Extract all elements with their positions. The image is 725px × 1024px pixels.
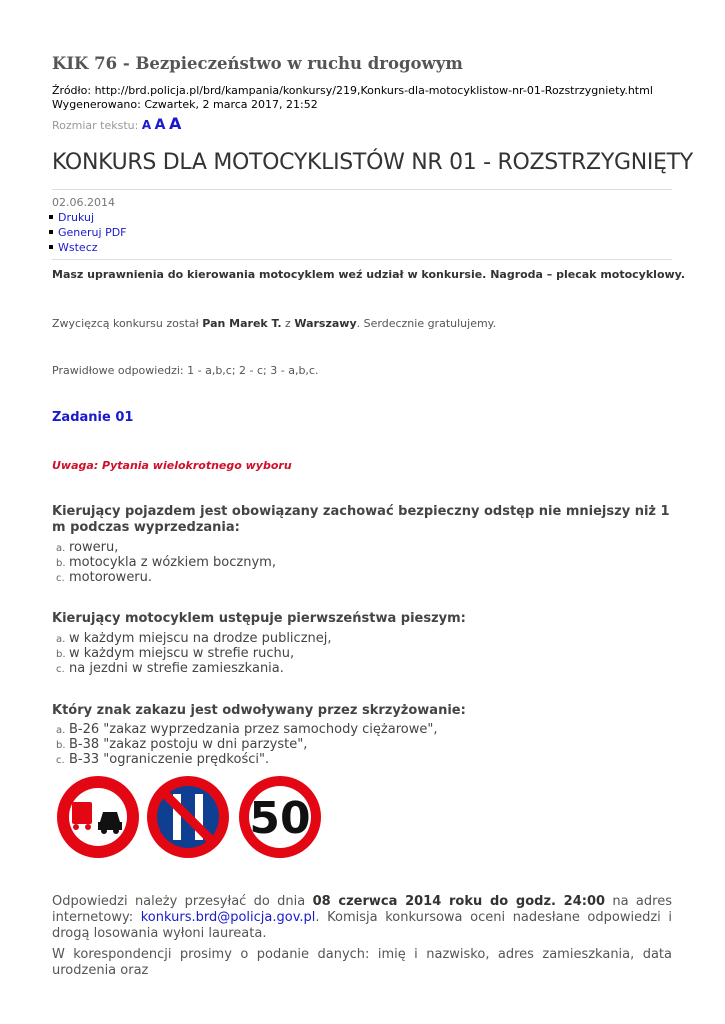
option-text: motoroweru. — [69, 570, 153, 585]
correspondence-paragraph: W korespondencji prosimy o podanie danych: imię i nazwisko, adres zamieszkania, data urodzenia oraz — [52, 947, 672, 978]
winner-city: Warszawy — [294, 317, 357, 330]
option-letter: a. — [56, 634, 66, 645]
text-size-label: Rozmiar tekstu: — [52, 119, 139, 132]
generate-pdf-link[interactable]: Generuj PDF — [58, 226, 127, 239]
option-letter: a. — [56, 725, 66, 736]
article-actions — [48, 210, 127, 255]
back-link[interactable]: Wstecz — [58, 241, 98, 254]
print-item — [48, 210, 127, 225]
option-text: w każdym miejscu w strefie ruchu, — [69, 646, 295, 661]
option-letter: c. — [56, 755, 65, 766]
winner-mid: z — [281, 317, 295, 330]
closing-post: . Komisja konkursowa oceni nadesłane odpowiedzi i drogą losowania wyłoni laureata. — [52, 910, 672, 941]
email-link[interactable]: konkurs.brd@policja.gov.pl — [140, 910, 316, 925]
divider — [52, 259, 672, 260]
back-item — [48, 240, 127, 255]
question-3-options — [56, 722, 437, 767]
option-text: motocykla z wózkiem bocznym, — [69, 555, 276, 570]
bullet-icon — [49, 215, 53, 219]
option — [56, 540, 276, 555]
speed-limit-value: 50 — [249, 793, 311, 844]
print-link[interactable]: Drukuj — [58, 211, 95, 224]
question-3: Który znak zakazu jest odwoływany przez skrzyżowanie: — [52, 703, 466, 718]
page-title: KONKURS DLA MOTOCYKLISTÓW NR 01 - ROZSTRZYGNIĘTY — [52, 150, 693, 175]
option — [56, 661, 332, 676]
text-size-small-button[interactable]: A — [141, 118, 152, 132]
question-2: Kierujący motocyklem ustępuje pierwszeństwa pieszym: — [52, 611, 466, 626]
option-text: roweru, — [69, 540, 119, 555]
option — [56, 752, 437, 767]
closing-mid: na adres internetowy: — [52, 894, 672, 925]
site-title: KIK 76 - Bezpieczeństwo w ruchu drogowym — [52, 54, 463, 73]
no-parking-even-days-sign-icon — [147, 776, 229, 858]
option-text: B-38 "zakaz postoju w dni parzyste", — [69, 737, 308, 752]
option-text: B-33 "ograniczenie prędkości". — [69, 752, 270, 767]
article-date: 02.06.2014 — [52, 196, 115, 209]
correct-answers: Prawidłowe odpowiedzi: 1 - a,b,c; 2 - c; 3 - a,b,c. — [52, 364, 319, 377]
option-letter: b. — [56, 740, 66, 751]
option — [56, 737, 437, 752]
warning-text: Uwaga: Pytania wielokrotnego wyboru — [52, 459, 292, 472]
option-text: w każdym miejscu na drodze publicznej, — [69, 631, 332, 646]
closing-pre: Odpowiedzi należy przesyłać do dnia — [52, 894, 313, 909]
option-letter: b. — [56, 558, 66, 569]
text-size-medium-button[interactable]: A — [154, 117, 166, 133]
option — [56, 722, 437, 737]
option-letter: a. — [56, 543, 66, 554]
option-text: na jezdni w strefie zamieszkania. — [69, 661, 284, 676]
text-size-controls — [52, 114, 181, 133]
text-size-large-button[interactable]: A — [169, 114, 182, 133]
option — [56, 646, 332, 661]
option-letter: c. — [56, 573, 65, 584]
divider — [52, 189, 672, 190]
winner-post: . Serdecznie gratulujemy. — [356, 317, 497, 330]
deadline: 08 czerwca 2014 roku do godz. 24:00 — [312, 894, 606, 909]
question-2-options — [56, 631, 332, 676]
task-heading: Zadanie 01 — [52, 410, 134, 425]
no-overtaking-trucks-sign-icon — [57, 776, 139, 858]
option-text: B-26 "zakaz wyprzedzania przez samochody ciężarowe", — [69, 722, 438, 737]
option — [56, 555, 276, 570]
option-letter: b. — [56, 649, 66, 660]
source-line: Źródło: http://brd.policja.pl/brd/kampania/konkursy/219,Konkurs-dla-motocyklistow-nr-01-Rozstrzygniety.html — [52, 84, 653, 97]
bullet-icon — [49, 245, 53, 249]
winner-name: Pan Marek T. — [202, 317, 282, 330]
traffic-signs-image — [52, 772, 332, 864]
generated-line: Wygenerowano: Czwartek, 2 marca 2017, 21:52 — [52, 98, 318, 111]
closing-paragraph — [52, 894, 672, 942]
option — [56, 570, 276, 585]
option — [56, 631, 332, 646]
winner-pre: Zwycięzcą konkursu został — [52, 317, 203, 330]
lead-text: Masz uprawnienia do kierowania motocyklem weź udział w konkursie. Nagroda – plecak motocyklowy. — [52, 268, 685, 281]
option-letter: c. — [56, 664, 65, 675]
bullet-icon — [49, 230, 53, 234]
winner-text — [52, 317, 496, 330]
question-1-options — [56, 540, 276, 585]
question-1: Kierujący pojazdem jest obowiązany zachować bezpieczny odstęp nie mniejszy niż 1 m podczas wyprzedzania: — [52, 504, 670, 535]
speed-limit-sign-icon — [239, 776, 321, 858]
pdf-item — [48, 225, 127, 240]
